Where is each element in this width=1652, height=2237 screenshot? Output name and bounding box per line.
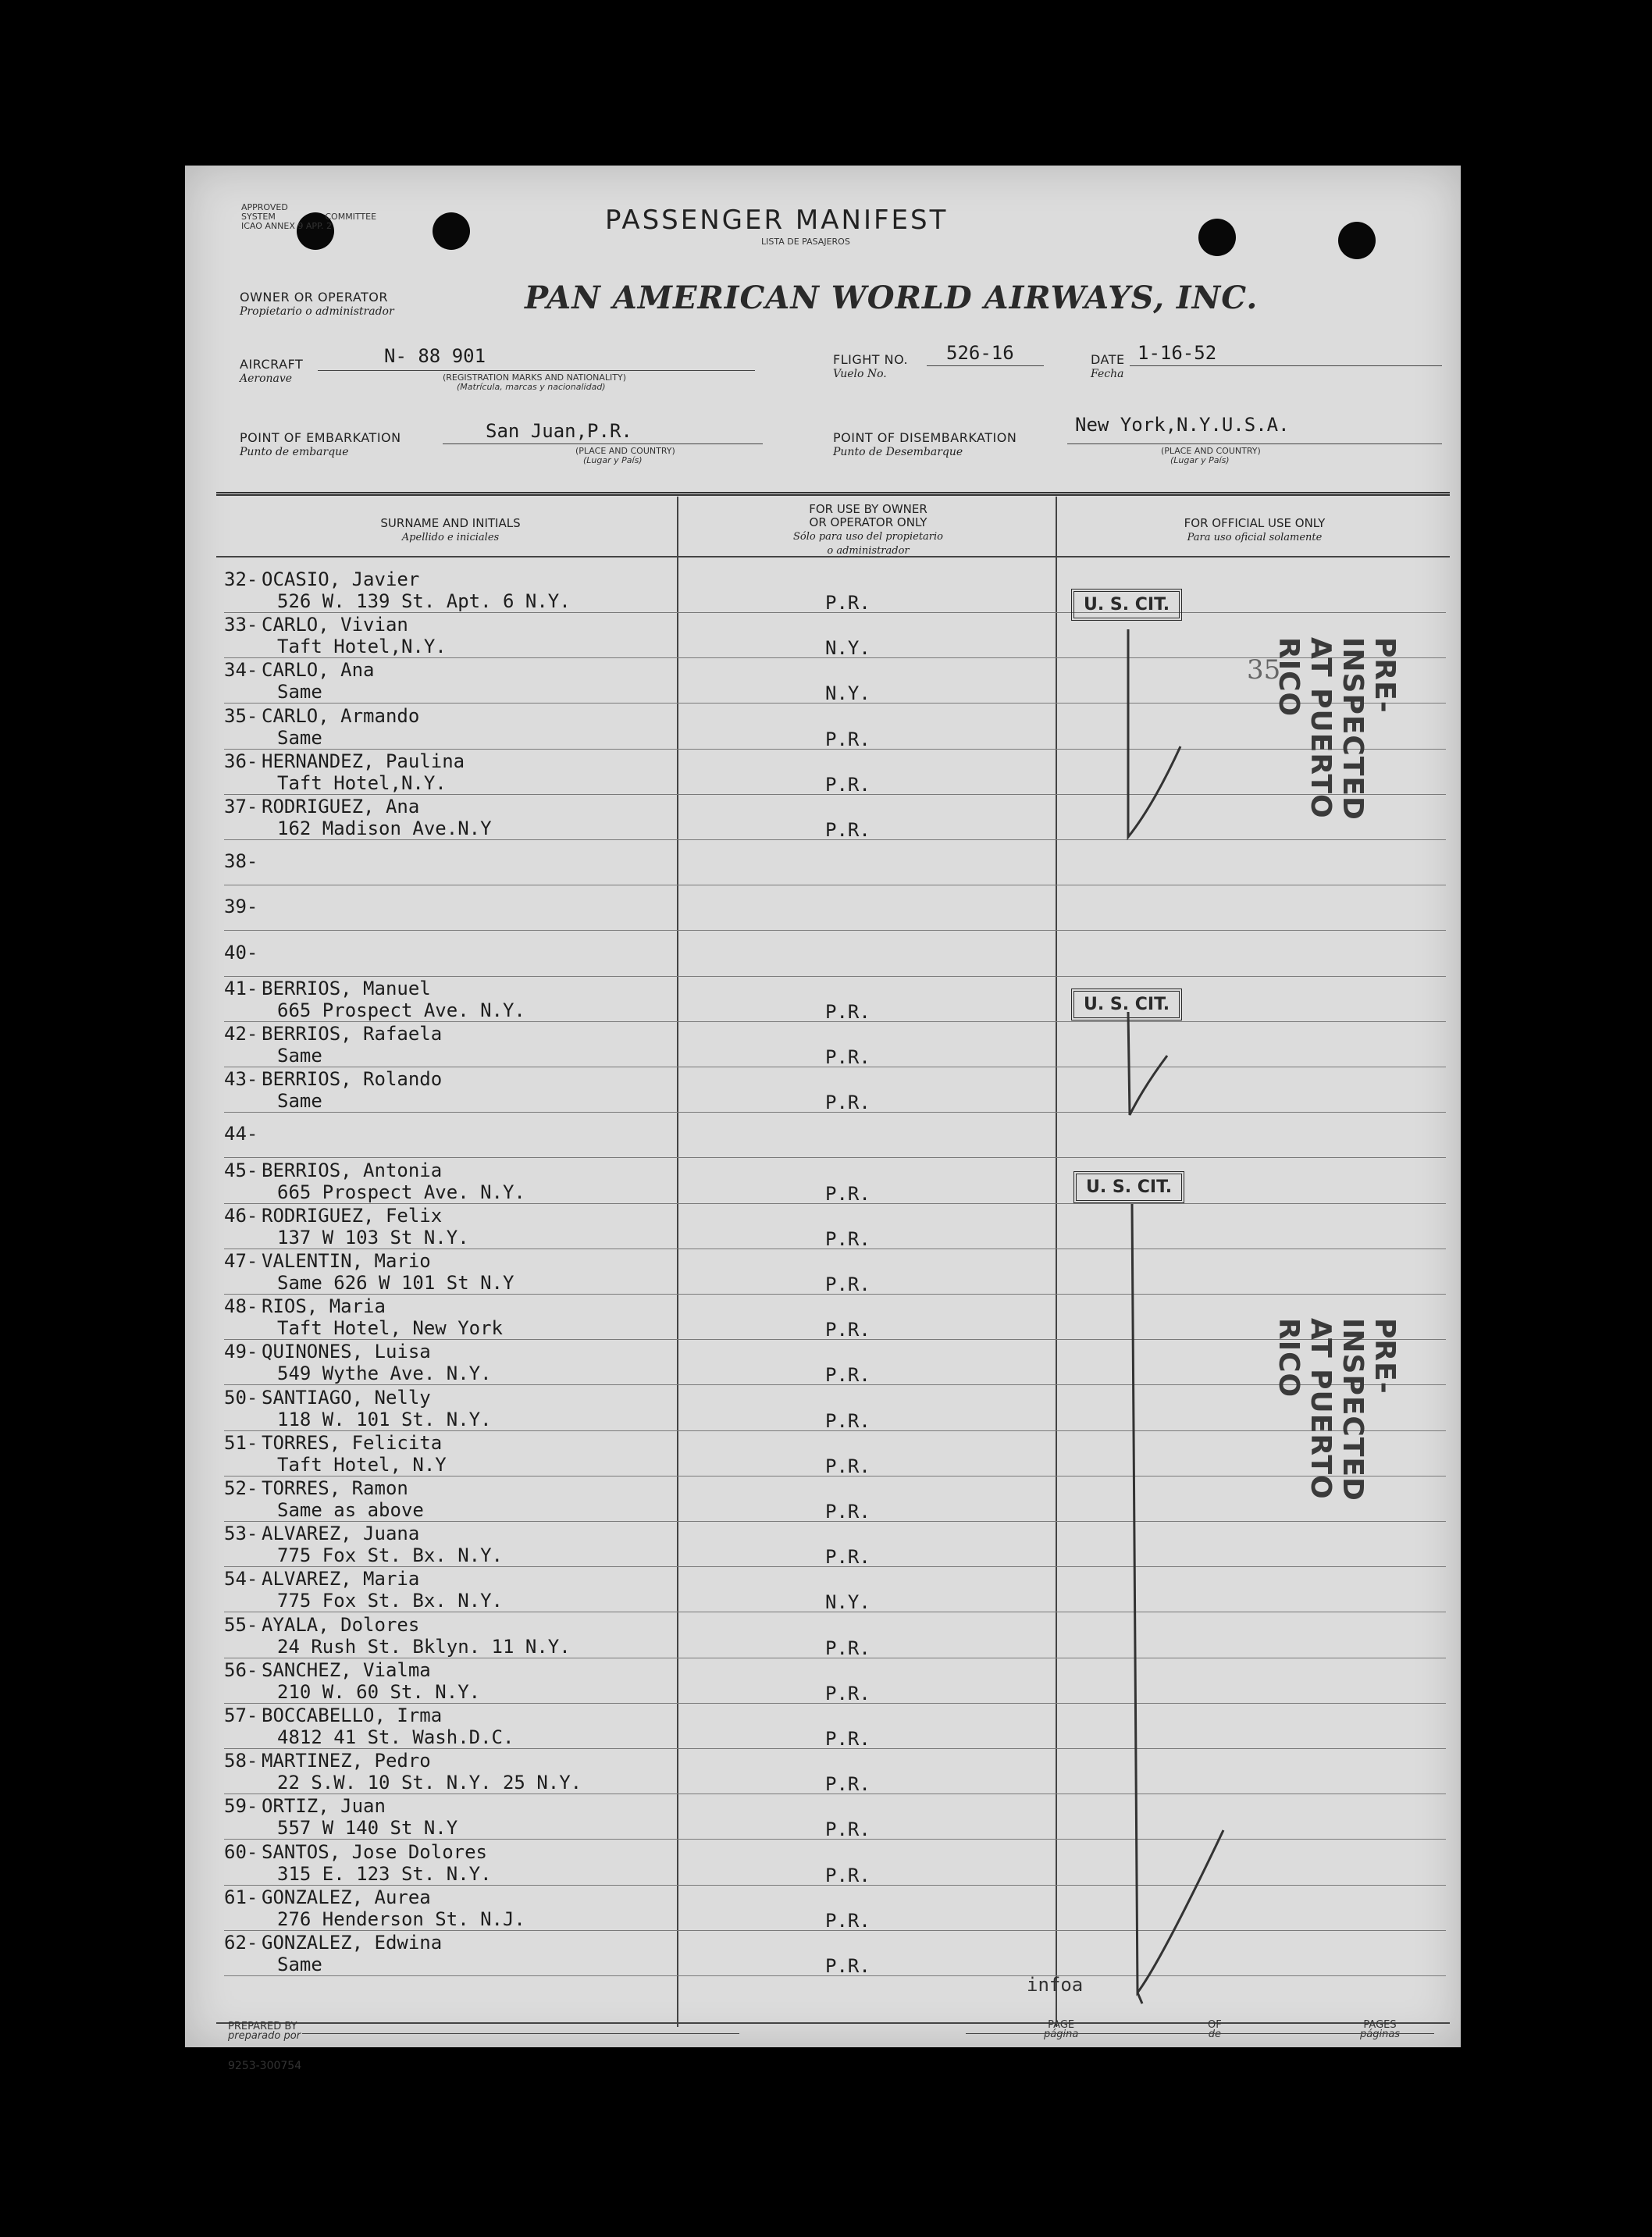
manifest-page <box>185 166 1461 2072</box>
operator-code: N.Y. <box>825 1591 871 1613</box>
table-row <box>224 1205 1442 1250</box>
registration-note-es: (Matrícula, marcas y nacionalidad) <box>457 382 606 392</box>
row-divider <box>224 839 1446 840</box>
punch-hole <box>433 212 470 250</box>
approval-line: COMMITTEE <box>325 212 377 222</box>
operator-code: P.R. <box>825 1910 871 1932</box>
embark-place-note: (PLACE AND COUNTRY) <box>575 446 675 456</box>
owner-label <box>240 290 394 319</box>
operator-code: P.R. <box>825 1955 871 1977</box>
passenger-address: 118 W. 101 St. N.Y. <box>277 1409 492 1430</box>
row-number: 40- <box>224 942 258 964</box>
preinspected-stamp: PRE-INSPECTED AT PUERTO RICO <box>1273 1318 1401 1501</box>
us-citizen-stamp: U. S. CIT. <box>1071 988 1182 1021</box>
flight-label-es: Vuelo No. <box>833 368 887 380</box>
col-official-header <box>1059 517 1450 544</box>
row-divider <box>224 749 1446 750</box>
flight-label-text: FLIGHT NO. <box>833 352 909 367</box>
row-number: 38- <box>224 850 258 872</box>
punch-hole <box>1338 222 1376 259</box>
col-owner-text-2: OR OPERATOR ONLY <box>809 515 927 529</box>
passenger-address: 162 Madison Ave.N.Y <box>277 818 492 839</box>
operator-code: P.R. <box>825 1092 871 1113</box>
flight-value: 526-16 <box>946 342 1014 364</box>
owner-label-text: OWNER OR OPERATOR <box>240 290 388 305</box>
date-label <box>1091 353 1125 381</box>
row-number: 56- <box>224 1659 258 1681</box>
row-number: 54- <box>224 1568 258 1590</box>
passenger-address: Taft Hotel, N.Y <box>277 1454 447 1476</box>
operator-code: P.R. <box>825 1501 871 1523</box>
table-row <box>224 1614 1442 1659</box>
passenger-name: CARLO, Vivian <box>262 614 408 636</box>
flight-underline <box>927 365 1044 366</box>
pages-label <box>1360 2021 1400 2039</box>
passenger-name: TORRES, Felicita <box>262 1432 443 1454</box>
operator-code: P.R. <box>825 1319 871 1341</box>
operator-code: P.R. <box>825 592 871 614</box>
operator-code: P.R. <box>825 1046 871 1068</box>
table-row <box>224 568 1442 614</box>
row-divider <box>224 1975 1446 1976</box>
passenger-name: SANTIAGO, Nelly <box>262 1387 431 1409</box>
row-number: 47- <box>224 1250 258 1272</box>
passenger-name: SANCHEZ, Vialma <box>262 1659 431 1681</box>
passenger-name: QUINONES, Luisa <box>262 1341 431 1363</box>
table-row <box>224 1477 1442 1523</box>
aircraft-underline <box>318 370 755 371</box>
table-row <box>224 1295 1442 1341</box>
row-number: 61- <box>224 1886 258 1908</box>
table-row <box>224 1113 1442 1159</box>
passenger-address: 24 Rush St. Bklyn. 11 N.Y. <box>277 1636 571 1658</box>
passenger-address: Same <box>277 1954 322 1975</box>
operator-code: P.R. <box>825 1637 871 1659</box>
row-number: 48- <box>224 1295 258 1317</box>
owner-label-es: Propietario o administrador <box>240 305 394 318</box>
table-row <box>224 1023 1442 1068</box>
disembark-label <box>833 431 1016 459</box>
row-number: 52- <box>224 1477 258 1499</box>
page-title: PASSENGER MANIFEST <box>605 205 949 236</box>
row-divider <box>224 1521 1446 1522</box>
row-number: 58- <box>224 1750 258 1772</box>
passenger-address: Same as above <box>277 1499 424 1521</box>
row-divider <box>224 1885 1446 1886</box>
row-number: 59- <box>224 1795 258 1817</box>
row-divider <box>224 1112 1446 1113</box>
row-divider <box>224 703 1446 704</box>
embark-label-es: Punto de embarque <box>240 446 349 458</box>
row-number: 36- <box>224 750 258 772</box>
passenger-address: Same <box>277 727 322 749</box>
page-label <box>1044 2021 1078 2039</box>
passenger-address: Same <box>277 681 322 703</box>
passenger-address: 137 W 103 St N.Y. <box>277 1227 469 1249</box>
row-number: 43- <box>224 1068 258 1090</box>
passenger-name: SANTOS, Jose Dolores <box>262 1841 487 1863</box>
col-official-es: Para uso oficial solamente <box>1187 532 1323 543</box>
embark-place-note-es: (Lugar y País) <box>583 455 643 465</box>
of-label <box>1208 2021 1222 2039</box>
table-header-rule <box>216 556 1450 557</box>
operator-code: P.R. <box>825 1410 871 1432</box>
table-row <box>224 886 1442 931</box>
operator-code: P.R. <box>825 1728 871 1750</box>
prepared-label: PREPARED BY <box>228 2021 297 2032</box>
approval-line: APP. 2 <box>305 221 332 231</box>
operator-code: P.R. <box>825 819 871 841</box>
owner-value: PAN AMERICAN WORLD AIRWAYS, INC. <box>525 280 1259 316</box>
check-mark <box>1138 1993 1142 2004</box>
embark-underline <box>443 443 763 444</box>
row-number: 45- <box>224 1159 258 1181</box>
disembark-place-note: (PLACE AND COUNTRY) <box>1161 446 1261 456</box>
passenger-name: HERNANDEZ, Paulina <box>262 750 465 772</box>
passenger-name: MARTINEZ, Pedro <box>262 1750 431 1772</box>
table-row <box>224 1432 1442 1477</box>
col-owner-text-1: FOR USE BY OWNER <box>809 502 927 516</box>
operator-code: N.Y. <box>825 682 871 704</box>
table-row <box>224 1932 1442 1977</box>
passenger-name: BERRIOS, Antonia <box>262 1159 443 1181</box>
passenger-address: Same <box>277 1045 322 1067</box>
passenger-address: 665 Prospect Ave. N.Y. <box>277 1181 525 1203</box>
operator-code: P.R. <box>825 728 871 750</box>
operator-code: P.R. <box>825 1818 871 1840</box>
page-label-es: página <box>1044 2029 1079 2040</box>
row-divider <box>224 976 1446 977</box>
operator-code: P.R. <box>825 774 871 796</box>
passenger-name: RIOS, Maria <box>262 1295 386 1317</box>
table-row <box>224 1523 1442 1568</box>
page-title-es: LISTA DE PASAJEROS <box>761 237 850 247</box>
passenger-name: TORRES, Ramon <box>262 1477 408 1499</box>
operator-code: P.R. <box>825 1364 871 1386</box>
table-row <box>224 705 1442 750</box>
row-number: 55- <box>224 1614 258 1636</box>
row-divider <box>224 1021 1446 1022</box>
handwritten-note: infoa <box>1027 1974 1084 1996</box>
operator-code: P.R. <box>825 1001 871 1023</box>
row-divider <box>224 1839 1446 1840</box>
passenger-name: BERRIOS, Rafaela <box>262 1023 443 1045</box>
passenger-address: Taft Hotel, New York <box>277 1317 503 1339</box>
col-official-text: FOR OFFICIAL USE ONLY <box>1184 516 1326 530</box>
passenger-name: CARLO, Armando <box>262 705 420 727</box>
passenger-name: RODRIGUEZ, Ana <box>262 796 420 818</box>
of-label-es: de <box>1208 2029 1221 2040</box>
row-number: 32- <box>224 568 258 590</box>
row-number: 39- <box>224 896 258 917</box>
passenger-address: 210 W. 60 St. N.Y. <box>277 1681 481 1703</box>
operator-code: P.R. <box>825 1546 871 1568</box>
row-number: 60- <box>224 1841 258 1863</box>
aircraft-label-text: AIRCRAFT <box>240 357 304 372</box>
passenger-address: 775 Fox St. Bx. N.Y. <box>277 1590 503 1612</box>
aircraft-label-es: Aeronave <box>240 372 293 385</box>
passenger-address: 549 Wythe Ave. N.Y. <box>277 1363 492 1384</box>
disembark-label-text: POINT OF DISEMBARKATION <box>833 430 1017 445</box>
passenger-address: 4812 41 St. Wash.D.C. <box>277 1726 514 1748</box>
approval-line: APPROVED <box>241 202 288 212</box>
row-number: 62- <box>224 1932 258 1954</box>
row-number: 37- <box>224 796 258 818</box>
row-divider <box>224 1339 1446 1340</box>
passenger-name: GONZALEZ, Edwina <box>262 1932 443 1954</box>
table-row <box>224 1886 1442 1932</box>
passenger-address: 315 E. 123 St. N.Y. <box>277 1863 492 1885</box>
col-owner-header <box>681 503 1056 557</box>
row-number: 42- <box>224 1023 258 1045</box>
aircraft-value: N- 88 901 <box>384 345 486 367</box>
row-number: 44- <box>224 1123 258 1145</box>
us-citizen-stamp: U. S. CIT. <box>1071 589 1182 621</box>
table-row <box>224 750 1442 796</box>
table-row <box>224 1341 1442 1386</box>
passenger-address: 665 Prospect Ave. N.Y. <box>277 999 525 1021</box>
prepared-underline <box>302 2033 739 2034</box>
table-row <box>224 1841 1442 1886</box>
disembark-value: New York,N.Y.U.S.A. <box>1075 414 1290 436</box>
punch-hole <box>1198 219 1236 256</box>
table-top-rule <box>216 492 1450 496</box>
operator-code: P.R. <box>825 1773 871 1795</box>
passenger-address: Taft Hotel,N.Y. <box>277 636 447 657</box>
passenger-name: ALVAREZ, Maria <box>262 1568 420 1590</box>
table-row <box>224 1387 1442 1432</box>
col-owner-es-2: o administrador <box>827 545 910 557</box>
disembark-underline <box>1067 443 1442 444</box>
col-owner-es-1: Sólo para uso del propietario <box>792 531 944 543</box>
operator-code: N.Y. <box>825 637 871 659</box>
operator-code: P.R. <box>825 1273 871 1295</box>
table-row <box>224 1750 1442 1795</box>
operator-code: P.R. <box>825 1683 871 1704</box>
col-surname-header <box>232 517 669 544</box>
disembark-place-note-es: (Lugar y País) <box>1170 455 1230 465</box>
table-row <box>224 796 1442 841</box>
form-number: 9253-300754 <box>228 2060 302 2072</box>
row-divider <box>224 1294 1446 1295</box>
row-number: 53- <box>224 1523 258 1544</box>
date-value: 1-16-52 <box>1138 342 1217 364</box>
col-surname-es: Apellido e iniciales <box>401 532 500 543</box>
table-bottom-rule <box>216 2022 1450 2024</box>
row-divider <box>224 1203 1446 1204</box>
passenger-address: 22 S.W. 10 St. N.Y. 25 N.Y. <box>277 1772 582 1794</box>
page-underline <box>966 2033 1434 2034</box>
table-row <box>224 932 1442 978</box>
passenger-address: Same 626 W 101 St N.Y <box>277 1272 514 1294</box>
table-row <box>224 1068 1442 1113</box>
pages-label-text: PAGES <box>1363 2019 1397 2031</box>
of-label-text: OF <box>1208 2019 1222 2031</box>
row-number: 51- <box>224 1432 258 1454</box>
pages-label-es: páginas <box>1360 2029 1401 2040</box>
table-row <box>224 1568 1442 1613</box>
passenger-name: GONZALEZ, Aurea <box>262 1886 431 1908</box>
operator-code: P.R. <box>825 1865 871 1886</box>
table-row <box>224 1704 1442 1750</box>
row-number: 41- <box>224 978 258 999</box>
us-citizen-stamp: U. S. CIT. <box>1073 1171 1184 1203</box>
passenger-address: 526 W. 139 St. Apt. 6 N.Y. <box>277 590 571 612</box>
passenger-name: CARLO, Ana <box>262 659 375 681</box>
embark-label <box>240 431 401 459</box>
approval-line: SYSTEM <box>241 212 276 222</box>
table-row <box>224 614 1442 659</box>
table-row <box>224 1159 1442 1205</box>
row-divider <box>224 794 1446 795</box>
row-number: 50- <box>224 1387 258 1409</box>
row-number: 57- <box>224 1704 258 1726</box>
page-label-text: PAGE <box>1048 2019 1075 2031</box>
approval-note <box>241 203 376 231</box>
date-label-es: Fecha <box>1091 368 1124 380</box>
disembark-label-es: Punto de Desembarque <box>833 446 963 458</box>
passenger-address: 775 Fox St. Bx. N.Y. <box>277 1544 503 1566</box>
date-label-text: DATE <box>1091 352 1125 367</box>
row-divider <box>224 1157 1446 1158</box>
operator-code: P.R. <box>825 1183 871 1205</box>
passenger-name: BERRIOS, Manuel <box>262 978 431 999</box>
row-divider <box>224 1430 1446 1431</box>
row-number: 34- <box>224 659 258 681</box>
passenger-name: ORTIZ, Juan <box>262 1795 386 1817</box>
passenger-name: OCASIO, Javier <box>262 568 420 590</box>
row-divider <box>224 1703 1446 1704</box>
passenger-address: Same <box>277 1090 322 1112</box>
passenger-name: VALENTIN, Mario <box>262 1250 431 1272</box>
row-number: 46- <box>224 1205 258 1227</box>
row-number: 33- <box>224 614 258 636</box>
prepared-label-es: preparado por <box>228 2030 301 2042</box>
passenger-address: Taft Hotel,N.Y. <box>277 772 447 794</box>
registration-note: (REGISTRATION MARKS AND NATIONALITY) <box>443 372 627 383</box>
date-underline <box>1130 365 1442 366</box>
prepared-by <box>228 2022 301 2041</box>
handwritten-number: 35 <box>1247 654 1281 686</box>
table-row <box>224 1659 1442 1704</box>
row-divider <box>224 1930 1446 1931</box>
table-row <box>224 978 1442 1023</box>
table-row <box>224 841 1442 886</box>
row-divider <box>224 930 1446 931</box>
table-row <box>224 1250 1442 1295</box>
passenger-name: BOCCABELLO, Irma <box>262 1704 443 1726</box>
row-number: 49- <box>224 1341 258 1363</box>
row-divider <box>224 612 1446 613</box>
passenger-name: BERRIOS, Rolando <box>262 1068 443 1090</box>
row-divider <box>224 1748 1446 1749</box>
operator-code: P.R. <box>825 1228 871 1250</box>
passenger-name: ALVAREZ, Juana <box>262 1523 420 1544</box>
preinspected-stamp: PRE-INSPECTED AT PUERTO RICO <box>1273 637 1401 821</box>
col-surname-text: SURNAME AND INITIALS <box>380 516 521 530</box>
row-divider <box>224 1566 1446 1567</box>
passenger-name: AYALA, Dolores <box>262 1614 420 1636</box>
aircraft-label <box>240 358 303 386</box>
passenger-name: RODRIGUEZ, Felix <box>262 1205 443 1227</box>
embark-value: San Juan,P.R. <box>486 420 632 442</box>
passenger-address: 276 Henderson St. N.J. <box>277 1908 525 1930</box>
embark-label-text: POINT OF EMBARKATION <box>240 430 401 445</box>
row-number: 35- <box>224 705 258 727</box>
passenger-address: 557 W 140 St N.Y <box>277 1817 458 1839</box>
row-divider <box>224 1384 1446 1385</box>
operator-code: P.R. <box>825 1455 871 1477</box>
flight-label <box>833 353 908 381</box>
approval-line: ICAO ANNEX 9 <box>241 221 304 231</box>
table-row <box>224 1795 1442 1840</box>
